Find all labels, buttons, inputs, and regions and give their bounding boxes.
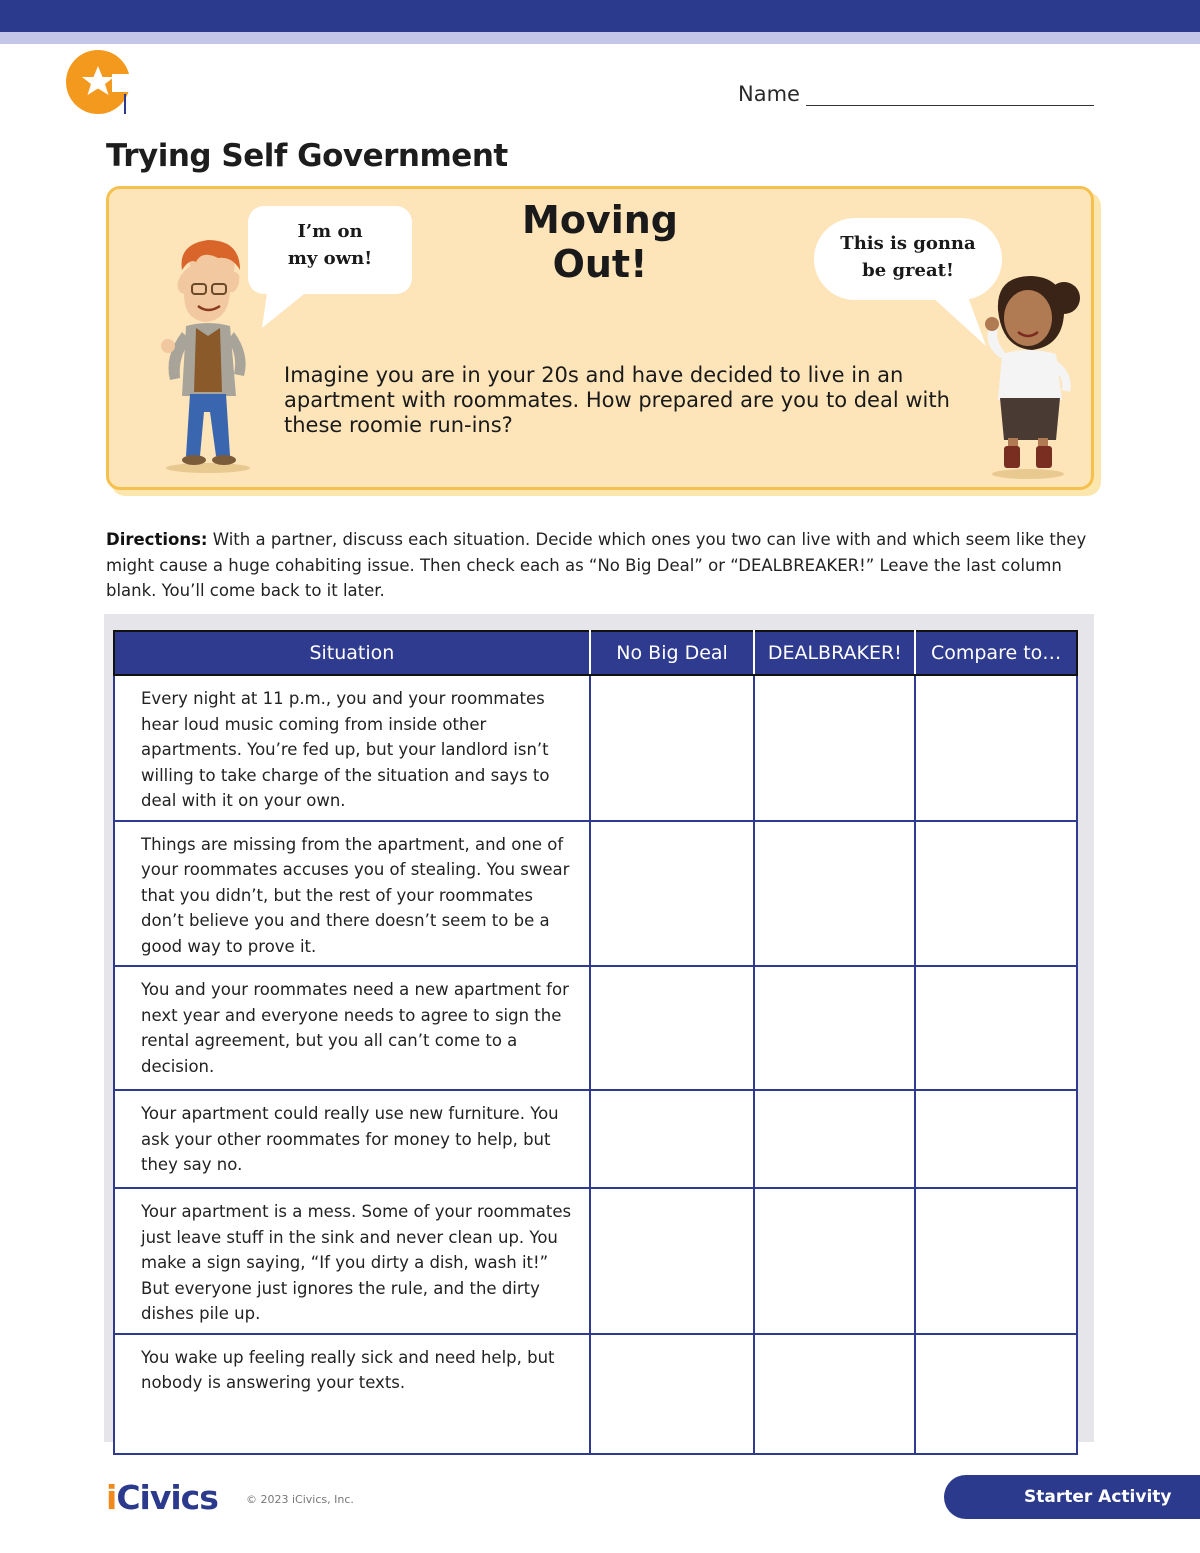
situation-cell: Things are missing from the apartment, and one of your roommates accuses you of stealing. You swear that you didn’t, but the rest of your roommates don’t believe you and there doesn’t seem to be a good way to prove it. bbox=[114, 821, 590, 967]
icivics-star-logo-icon bbox=[64, 44, 136, 120]
situation-cell: You wake up feeling really sick and need help, but nobody is answering your texts. bbox=[114, 1334, 590, 1454]
header-dealbreaker: DEALBRAKER! bbox=[754, 631, 915, 675]
situation-cell: Your apartment could really use new furniture. You ask your other roommates for money to help, but they say no. bbox=[114, 1090, 590, 1188]
situation-cell: Your apartment is a mess. Some of your roommates just leave stuff in the sink and never clean up. You make a sign saying, “If you dirty a dish, wash it!” But everyone just ignores the rule, and the dirty dishes pile up. bbox=[114, 1188, 590, 1334]
name-field bbox=[738, 80, 1094, 106]
bubble-right-line-2: be great! bbox=[862, 260, 954, 281]
no-big-deal-cell[interactable] bbox=[590, 1334, 755, 1454]
dealbreaker-cell[interactable] bbox=[754, 1090, 915, 1188]
compare-cell[interactable] bbox=[915, 1334, 1077, 1454]
table-row bbox=[114, 1090, 1077, 1188]
dealbreaker-cell[interactable] bbox=[754, 966, 915, 1090]
directions-paragraph bbox=[106, 527, 1098, 604]
speech-bubble-right bbox=[814, 218, 1002, 300]
boy-character-illustration bbox=[156, 236, 260, 476]
name-blank-line[interactable] bbox=[806, 80, 1094, 106]
table-row bbox=[114, 966, 1077, 1090]
situation-cell: You and your roommates need a new apartment for next year and everyone needs to agree to sign the rental agreement, but you all can’t come to a decision. bbox=[114, 966, 590, 1090]
bubble-left-line-2: my own! bbox=[287, 248, 373, 269]
dealbreaker-cell[interactable] bbox=[754, 821, 915, 967]
dealbreaker-cell[interactable] bbox=[754, 675, 915, 821]
table-row bbox=[114, 1334, 1077, 1454]
compare-cell[interactable] bbox=[915, 821, 1077, 967]
dealbreaker-cell[interactable] bbox=[754, 1334, 915, 1454]
compare-cell[interactable] bbox=[915, 675, 1077, 821]
page-title: Trying Self Government bbox=[106, 138, 508, 174]
icivics-footer-logo bbox=[106, 1478, 218, 1517]
no-big-deal-cell[interactable] bbox=[590, 675, 755, 821]
dealbreaker-cell[interactable] bbox=[754, 1188, 915, 1334]
footer-logo-text: Civics bbox=[116, 1478, 218, 1517]
copyright-text: © 2023 iCivics, Inc. bbox=[246, 1493, 354, 1506]
no-big-deal-cell[interactable] bbox=[590, 966, 755, 1090]
girl-character-illustration bbox=[976, 270, 1086, 480]
top-accent-bar bbox=[0, 32, 1200, 44]
starter-activity-badge: Starter Activity bbox=[944, 1475, 1200, 1519]
bubble-left-line-1: I’m on bbox=[297, 221, 363, 242]
table-header-row bbox=[114, 631, 1077, 675]
top-color-bar bbox=[0, 0, 1200, 32]
table-row bbox=[114, 675, 1077, 821]
directions-text: With a partner, discuss each situation. Decide which ones you two can live with and which seem like they might cause a huge cohabiting issue. Then check each as “No Big Deal” or “DEALBREAKER!” Leave the last column blank. You’ll come back to it later. bbox=[106, 530, 1087, 600]
header-compare-to: Compare to… bbox=[915, 631, 1077, 675]
situation-cell: Every night at 11 p.m., you and your roommates hear loud music coming from inside other apartments. You’re fed up, but your landlord isn’t willing to take charge of the situation and says to deal with it on your own. bbox=[114, 675, 590, 821]
table-row bbox=[114, 1188, 1077, 1334]
header-no-big-deal: No Big Deal bbox=[590, 631, 755, 675]
banner-title: Moving Out! bbox=[522, 198, 678, 286]
compare-cell[interactable] bbox=[915, 966, 1077, 1090]
no-big-deal-cell[interactable] bbox=[590, 821, 755, 967]
table-row bbox=[114, 821, 1077, 967]
speech-bubble-left bbox=[248, 206, 412, 294]
directions-label: Directions: bbox=[106, 530, 208, 549]
bubble-right-line-1: This is gonna bbox=[840, 233, 976, 254]
no-big-deal-cell[interactable] bbox=[590, 1188, 755, 1334]
situations-table bbox=[113, 630, 1078, 1455]
compare-cell[interactable] bbox=[915, 1090, 1077, 1188]
header-situation: Situation bbox=[114, 631, 590, 675]
footer-logo-i: i bbox=[106, 1478, 117, 1517]
compare-cell[interactable] bbox=[915, 1188, 1077, 1334]
banner-body-text: Imagine you are in your 20s and have decided to live in an apartment with roommates. How prepared are you to deal with these roomie run-ins? bbox=[284, 363, 950, 437]
no-big-deal-cell[interactable] bbox=[590, 1090, 755, 1188]
name-label: Name bbox=[738, 82, 800, 106]
